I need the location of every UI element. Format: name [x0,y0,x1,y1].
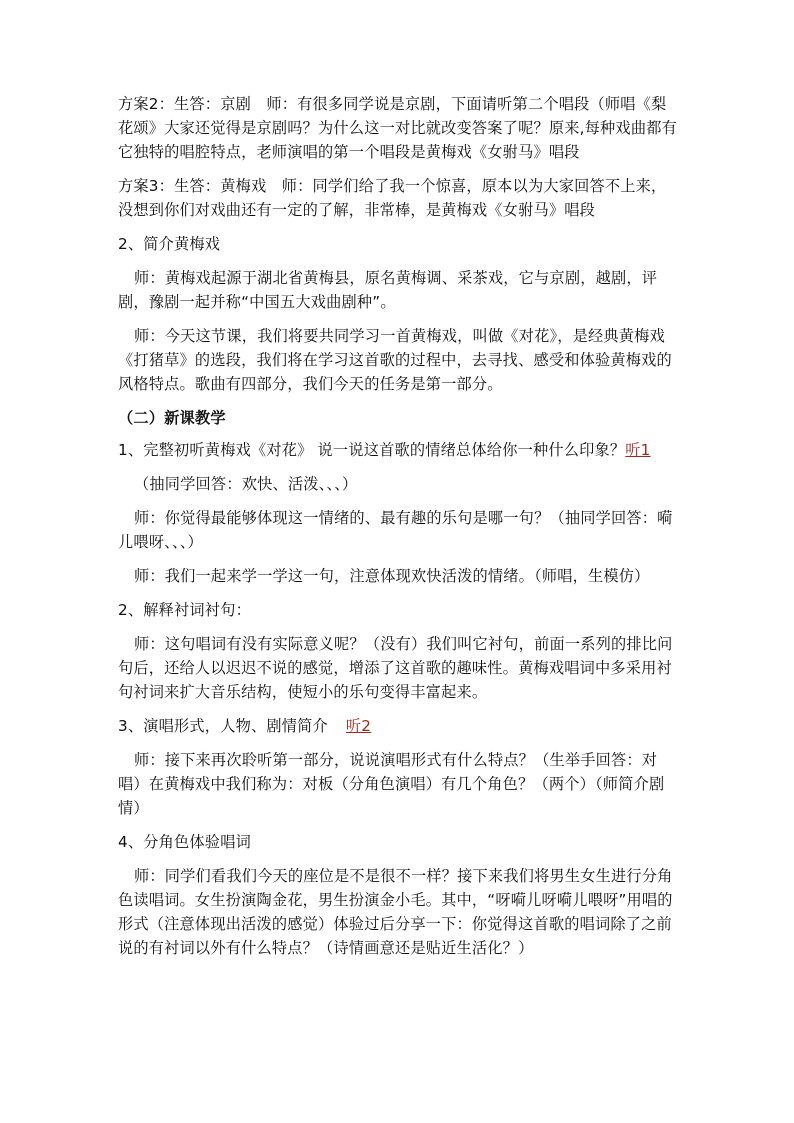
listen-2-link[interactable]: 听2 [345,717,372,735]
subheading-role-play: 4、分角色体验唱词 [118,833,251,851]
subheading-filler-words: 2、解释衬词衬句： [118,601,251,619]
step-3-text: 3、演唱形式，人物、剧情简介 [118,717,328,735]
paragraph-step-1 [118,438,678,462]
listen-1-link[interactable]: 听1 [625,441,651,459]
paragraph-role-play: 师：同学们看我们今天的座位是不是很不一样？接下来我们将男生女生进行分角色读唱词。女生扮演陶金花，男生扮演金小毛。其中，“呀嗬儿呀嗬儿喂呀”用唱的形式（注意体现出活泼的感觉）体验过后分享一下：你觉得这首歌的唱词除了之前说的有衬词以外有什么特点？（诗情画意还是贴近生活化？） [118,867,673,957]
paragraph-question-phrase: 师：你觉得最能够体现这一情绪的、最有趣的乐句是哪一句？（抽同学回答：嗬儿喂呀、、、） [118,509,673,551]
subheading-intro-huangmei: 2、简介黄梅戏 [118,235,221,253]
paragraph-filler-explanation: 师：这句唱词有没有实际意义呢？（没有）我们叫它衬句，前面一系列的排比问句后，还给人以迟迟不说的感觉，增添了这首歌的趣味性。黄梅戏唱词中多采用衬句衬词来扩大音乐结构，使短小的乐句变得丰富起来。 [118,635,673,701]
section-heading-new-lesson: （二）新课教学 [118,409,226,427]
paragraph-lesson-overview: 师：今天这节课，我们将要共同学习一首黄梅戏，叫做《对花》，是经典黄梅戏《打猪草》的选段，我们将在学习这首歌的过程中，去寻找、感受和体验黄梅戏的风格特点。歌曲有四部分，我们今天的任务是第一部分。 [118,327,672,393]
paragraph-plan-3: 方案3：生答：黄梅戏 师：同学们给了我一个惊喜，原本以为大家回答不上来，没想到你们对戏曲还有一定的了解，非常棒，是黄梅戏《女驸马》唱段 [118,177,667,219]
paragraph-huangmei-origin: 师：黄梅戏起源于湖北省黄梅县，原名黄梅调、采茶戏，它与京剧，越剧，评剧，豫剧一起并称“中国五大戏曲剧种”。 [118,269,658,311]
paragraph-singing-form: 师：接下来再次聆听第一部分，说说演唱形式有什么特点？（生举手回答：对唱）在黄梅戏中我们称为：对板（分角色演唱）有几个角色？（两个）（师简介剧情） [118,751,665,817]
document-body [118,92,678,970]
paragraph-learn-phrase: 师：我们一起来学一学这一句，注意体现欢快活泼的情绪。（师唱，生模仿） [134,567,650,585]
paragraph-plan-2: 方案2：生答：京剧 师：有很多同学说是京剧，下面请听第二个唱段（师唱《梨花颂》大家还觉得是京剧吗？为什么这一对比就改变答案了呢？原来,每种戏曲都有它独特的唱腔特点，老师演唱的第一个唱段是黄梅戏《女驸马》唱段 [118,95,677,161]
paragraph-step-3 [118,714,678,738]
step-1-text: 1、完整初听黄梅戏《对花》 说一说这首歌的情绪总体给你一种什么印象？ [118,441,626,459]
paragraph-student-answer: （抽同学回答：欢快、活泼、、、） [134,475,358,493]
